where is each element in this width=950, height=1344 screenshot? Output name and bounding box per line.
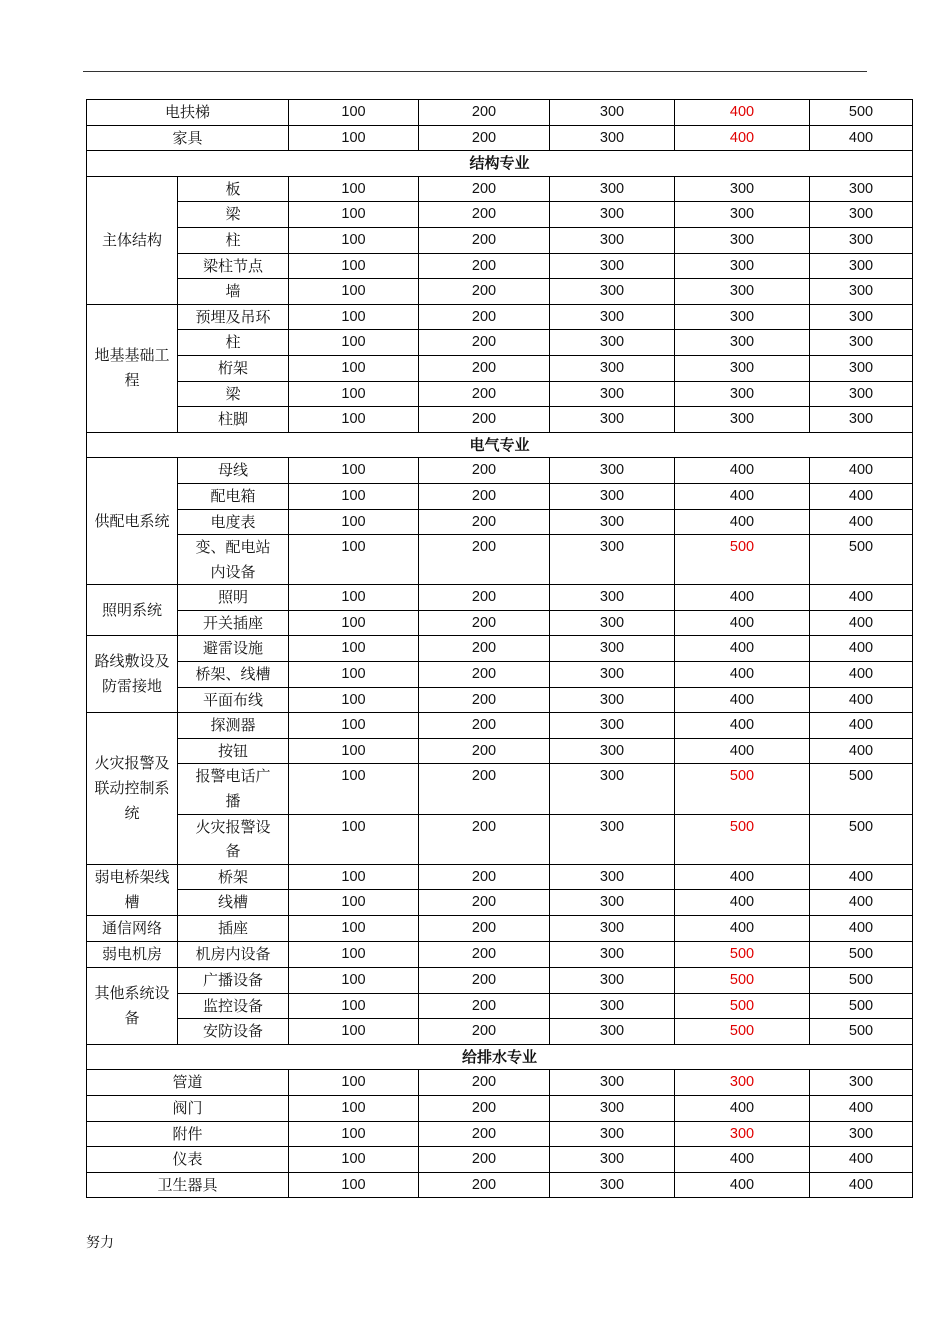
value-cell: 500 xyxy=(675,942,810,968)
value-cell: 200 xyxy=(419,916,550,942)
value-cell: 100 xyxy=(289,916,419,942)
value-cell: 500 xyxy=(675,968,810,994)
value-cell: 400 xyxy=(810,483,913,509)
value-cell: 200 xyxy=(419,662,550,688)
table-row xyxy=(87,1121,913,1147)
value-cell: 200 xyxy=(419,864,550,890)
value-cell: 500 xyxy=(675,535,810,585)
table-row xyxy=(87,458,913,484)
value-cell: 400 xyxy=(675,636,810,662)
value-cell: 300 xyxy=(550,1019,675,1045)
value-cell: 500 xyxy=(675,1019,810,1045)
item-label: 卫生器具 xyxy=(87,1172,289,1198)
value-cell: 300 xyxy=(550,483,675,509)
value-cell: 300 xyxy=(550,100,675,126)
value-cell: 500 xyxy=(810,968,913,994)
value-cell: 200 xyxy=(419,535,550,585)
value-cell: 400 xyxy=(675,890,810,916)
table-row xyxy=(87,202,913,228)
value-cell: 400 xyxy=(810,636,913,662)
value-cell: 200 xyxy=(419,1172,550,1198)
value-cell: 100 xyxy=(289,1070,419,1096)
value-cell: 300 xyxy=(675,202,810,228)
value-cell: 300 xyxy=(550,535,675,585)
value-cell: 500 xyxy=(810,942,913,968)
value-cell: 300 xyxy=(550,814,675,864)
value-cell: 100 xyxy=(289,713,419,739)
value-cell: 400 xyxy=(675,585,810,611)
value-cell: 200 xyxy=(419,1121,550,1147)
value-cell: 200 xyxy=(419,304,550,330)
item-label: 监控设备 xyxy=(178,993,289,1019)
value-cell: 300 xyxy=(675,1121,810,1147)
value-cell: 300 xyxy=(675,381,810,407)
header-rule xyxy=(83,71,867,72)
value-cell: 200 xyxy=(419,279,550,305)
value-cell: 300 xyxy=(675,304,810,330)
table-row xyxy=(87,1070,913,1096)
item-label: 配电箱 xyxy=(178,483,289,509)
value-cell: 400 xyxy=(810,687,913,713)
value-cell: 100 xyxy=(289,662,419,688)
value-cell: 100 xyxy=(289,202,419,228)
value-cell: 200 xyxy=(419,381,550,407)
value-cell: 300 xyxy=(550,916,675,942)
value-cell: 300 xyxy=(550,687,675,713)
table-row xyxy=(87,713,913,739)
group-label: 弱电桥架线槽 xyxy=(87,864,178,915)
item-label: 仪表 xyxy=(87,1147,289,1173)
item-label: 电扶梯 xyxy=(87,100,289,126)
value-cell: 200 xyxy=(419,1095,550,1121)
table-row xyxy=(87,304,913,330)
value-cell: 100 xyxy=(289,253,419,279)
item-label: 板 xyxy=(178,176,289,202)
value-cell: 100 xyxy=(289,100,419,126)
value-cell: 300 xyxy=(675,227,810,253)
value-cell: 200 xyxy=(419,636,550,662)
table-row xyxy=(87,407,913,433)
value-cell: 100 xyxy=(289,227,419,253)
value-cell: 300 xyxy=(810,407,913,433)
item-label: 桁架 xyxy=(178,355,289,381)
value-cell: 200 xyxy=(419,253,550,279)
item-label: 桥架、线槽 xyxy=(178,662,289,688)
table-row xyxy=(87,1095,913,1121)
value-cell: 200 xyxy=(419,1019,550,1045)
table-row xyxy=(87,636,913,662)
value-cell: 400 xyxy=(810,1172,913,1198)
value-cell: 300 xyxy=(810,1070,913,1096)
table-row xyxy=(87,993,913,1019)
item-label: 避雷设施 xyxy=(178,636,289,662)
section-row xyxy=(87,151,913,177)
value-cell: 500 xyxy=(810,1019,913,1045)
value-cell: 200 xyxy=(419,814,550,864)
value-cell: 200 xyxy=(419,1070,550,1096)
value-cell: 100 xyxy=(289,483,419,509)
value-cell: 100 xyxy=(289,687,419,713)
table-row xyxy=(87,381,913,407)
value-cell: 400 xyxy=(810,864,913,890)
group-label: 弱电机房 xyxy=(87,942,178,968)
value-cell: 100 xyxy=(289,125,419,151)
item-label: 火灾报警设备 xyxy=(178,814,289,864)
table-row xyxy=(87,227,913,253)
value-cell: 300 xyxy=(550,1172,675,1198)
table-row xyxy=(87,355,913,381)
value-cell: 200 xyxy=(419,968,550,994)
value-cell: 300 xyxy=(675,355,810,381)
group-label: 供配电系统 xyxy=(87,458,178,585)
value-cell: 100 xyxy=(289,610,419,636)
value-cell: 200 xyxy=(419,509,550,535)
value-cell: 300 xyxy=(810,381,913,407)
value-cell: 100 xyxy=(289,279,419,305)
value-cell: 300 xyxy=(675,176,810,202)
table-row xyxy=(87,330,913,356)
item-label: 线槽 xyxy=(178,890,289,916)
value-cell: 400 xyxy=(675,125,810,151)
value-cell: 100 xyxy=(289,993,419,1019)
value-cell: 300 xyxy=(550,864,675,890)
item-label: 变、配电站内设备 xyxy=(178,535,289,585)
value-cell: 300 xyxy=(550,890,675,916)
item-label: 探测器 xyxy=(178,713,289,739)
value-cell: 200 xyxy=(419,458,550,484)
table-row xyxy=(87,662,913,688)
section-title: 给排水专业 xyxy=(87,1044,913,1070)
item-label: 梁 xyxy=(178,381,289,407)
item-label: 报警电话广播 xyxy=(178,764,289,814)
value-cell: 400 xyxy=(810,125,913,151)
table-row xyxy=(87,916,913,942)
table-row xyxy=(87,864,913,890)
value-cell: 100 xyxy=(289,535,419,585)
value-cell: 400 xyxy=(675,610,810,636)
value-cell: 500 xyxy=(810,535,913,585)
value-cell: 100 xyxy=(289,738,419,764)
value-cell: 100 xyxy=(289,585,419,611)
item-label: 家具 xyxy=(87,125,289,151)
value-cell: 200 xyxy=(419,713,550,739)
value-cell: 300 xyxy=(675,330,810,356)
value-cell: 100 xyxy=(289,942,419,968)
item-label: 预埋及吊环 xyxy=(178,304,289,330)
value-cell: 300 xyxy=(550,1095,675,1121)
value-cell: 200 xyxy=(419,330,550,356)
item-label: 桥架 xyxy=(178,864,289,890)
value-cell: 300 xyxy=(550,942,675,968)
value-cell: 100 xyxy=(289,355,419,381)
item-label: 柱脚 xyxy=(178,407,289,433)
item-label: 机房内设备 xyxy=(178,942,289,968)
value-cell: 200 xyxy=(419,1147,550,1173)
value-cell: 300 xyxy=(550,610,675,636)
value-cell: 400 xyxy=(810,610,913,636)
value-cell: 300 xyxy=(550,253,675,279)
value-cell: 100 xyxy=(289,330,419,356)
value-cell: 400 xyxy=(675,458,810,484)
value-cell: 100 xyxy=(289,407,419,433)
item-label: 管道 xyxy=(87,1070,289,1096)
value-cell: 100 xyxy=(289,176,419,202)
value-cell: 500 xyxy=(810,100,913,126)
table-body xyxy=(87,100,913,1198)
value-cell: 500 xyxy=(810,814,913,864)
item-label: 墙 xyxy=(178,279,289,305)
value-cell: 100 xyxy=(289,814,419,864)
item-label: 开关插座 xyxy=(178,610,289,636)
value-cell: 400 xyxy=(675,100,810,126)
item-label: 阀门 xyxy=(87,1095,289,1121)
value-cell: 300 xyxy=(550,125,675,151)
value-cell: 300 xyxy=(810,279,913,305)
value-cell: 400 xyxy=(810,890,913,916)
table-row xyxy=(87,610,913,636)
item-label: 梁柱节点 xyxy=(178,253,289,279)
value-cell: 400 xyxy=(810,585,913,611)
value-cell: 300 xyxy=(550,636,675,662)
group-label: 火灾报警及联动控制系统 xyxy=(87,713,178,865)
value-cell: 500 xyxy=(675,814,810,864)
value-cell: 500 xyxy=(810,764,913,814)
value-cell: 200 xyxy=(419,610,550,636)
table-row xyxy=(87,100,913,126)
value-cell: 200 xyxy=(419,407,550,433)
value-cell: 300 xyxy=(550,381,675,407)
value-cell: 500 xyxy=(675,993,810,1019)
value-cell: 300 xyxy=(810,202,913,228)
table-row xyxy=(87,253,913,279)
value-cell: 300 xyxy=(550,279,675,305)
value-cell: 300 xyxy=(675,407,810,433)
value-cell: 400 xyxy=(675,713,810,739)
group-label: 主体结构 xyxy=(87,176,178,304)
value-cell: 100 xyxy=(289,1095,419,1121)
value-cell: 400 xyxy=(810,1095,913,1121)
value-cell: 100 xyxy=(289,636,419,662)
value-cell: 400 xyxy=(810,509,913,535)
table-row xyxy=(87,509,913,535)
value-cell: 100 xyxy=(289,968,419,994)
table-row xyxy=(87,125,913,151)
value-cell: 300 xyxy=(550,407,675,433)
value-cell: 400 xyxy=(810,916,913,942)
item-label: 按钮 xyxy=(178,738,289,764)
value-cell: 300 xyxy=(550,509,675,535)
item-label: 安防设备 xyxy=(178,1019,289,1045)
value-cell: 300 xyxy=(550,202,675,228)
value-cell: 100 xyxy=(289,1121,419,1147)
value-cell: 200 xyxy=(419,890,550,916)
item-label: 柱 xyxy=(178,330,289,356)
group-label: 照明系统 xyxy=(87,585,178,636)
table-row xyxy=(87,968,913,994)
table-row xyxy=(87,1147,913,1173)
item-label: 照明 xyxy=(178,585,289,611)
value-cell: 300 xyxy=(550,764,675,814)
item-label: 柱 xyxy=(178,227,289,253)
item-label: 母线 xyxy=(178,458,289,484)
value-cell: 400 xyxy=(675,864,810,890)
value-cell: 200 xyxy=(419,738,550,764)
value-cell: 200 xyxy=(419,202,550,228)
value-cell: 300 xyxy=(550,1147,675,1173)
value-cell: 400 xyxy=(675,1172,810,1198)
value-cell: 300 xyxy=(550,993,675,1019)
table-row xyxy=(87,535,913,585)
value-cell: 400 xyxy=(810,458,913,484)
value-cell: 300 xyxy=(675,1070,810,1096)
table-row xyxy=(87,585,913,611)
value-cell: 300 xyxy=(550,1070,675,1096)
value-cell: 300 xyxy=(810,1121,913,1147)
table-row xyxy=(87,738,913,764)
table-row xyxy=(87,483,913,509)
value-cell: 200 xyxy=(419,227,550,253)
value-cell: 100 xyxy=(289,509,419,535)
value-cell: 300 xyxy=(550,713,675,739)
value-cell: 300 xyxy=(810,304,913,330)
value-cell: 300 xyxy=(550,304,675,330)
item-label: 附件 xyxy=(87,1121,289,1147)
value-cell: 200 xyxy=(419,993,550,1019)
table-row xyxy=(87,890,913,916)
value-cell: 300 xyxy=(810,176,913,202)
value-cell: 100 xyxy=(289,1147,419,1173)
section-row xyxy=(87,1044,913,1070)
value-cell: 400 xyxy=(810,713,913,739)
value-cell: 100 xyxy=(289,381,419,407)
value-cell: 500 xyxy=(675,764,810,814)
section-title: 结构专业 xyxy=(87,151,913,177)
value-cell: 100 xyxy=(289,1172,419,1198)
item-label: 电度表 xyxy=(178,509,289,535)
value-cell: 400 xyxy=(810,1147,913,1173)
value-cell: 100 xyxy=(289,458,419,484)
value-cell: 300 xyxy=(550,355,675,381)
value-cell: 300 xyxy=(550,662,675,688)
value-cell: 300 xyxy=(675,253,810,279)
value-cell: 400 xyxy=(675,916,810,942)
table-row xyxy=(87,764,913,814)
value-cell: 300 xyxy=(550,968,675,994)
group-label: 地基基础工程 xyxy=(87,304,178,432)
table-row xyxy=(87,687,913,713)
value-cell: 300 xyxy=(810,355,913,381)
section-row xyxy=(87,432,913,458)
value-cell: 300 xyxy=(810,253,913,279)
value-cell: 100 xyxy=(289,304,419,330)
group-label: 路线敷设及防雷接地 xyxy=(87,636,178,713)
value-cell: 100 xyxy=(289,1019,419,1045)
value-cell: 200 xyxy=(419,100,550,126)
group-label: 其他系统设备 xyxy=(87,968,178,1045)
value-cell: 300 xyxy=(810,227,913,253)
value-cell: 200 xyxy=(419,764,550,814)
table-row xyxy=(87,1019,913,1045)
value-cell: 300 xyxy=(810,330,913,356)
table-row xyxy=(87,176,913,202)
value-cell: 400 xyxy=(810,662,913,688)
value-cell: 400 xyxy=(675,687,810,713)
value-cell: 500 xyxy=(810,993,913,1019)
item-label: 梁 xyxy=(178,202,289,228)
value-cell: 200 xyxy=(419,585,550,611)
value-cell: 200 xyxy=(419,176,550,202)
table-row xyxy=(87,942,913,968)
section-title: 电气专业 xyxy=(87,432,913,458)
value-cell: 100 xyxy=(289,890,419,916)
value-cell: 300 xyxy=(550,585,675,611)
value-cell: 300 xyxy=(550,176,675,202)
value-cell: 200 xyxy=(419,483,550,509)
table-row xyxy=(87,279,913,305)
value-cell: 400 xyxy=(675,509,810,535)
value-cell: 200 xyxy=(419,942,550,968)
value-cell: 100 xyxy=(289,764,419,814)
value-cell: 100 xyxy=(289,864,419,890)
table-row xyxy=(87,814,913,864)
value-cell: 300 xyxy=(550,738,675,764)
value-cell: 300 xyxy=(550,1121,675,1147)
item-label: 插座 xyxy=(178,916,289,942)
value-cell: 400 xyxy=(675,1095,810,1121)
value-cell: 400 xyxy=(675,738,810,764)
value-cell: 200 xyxy=(419,125,550,151)
value-cell: 300 xyxy=(550,227,675,253)
value-cell: 200 xyxy=(419,355,550,381)
value-cell: 200 xyxy=(419,687,550,713)
tolerance-table xyxy=(86,99,913,1198)
item-label: 广播设备 xyxy=(178,968,289,994)
item-label: 平面布线 xyxy=(178,687,289,713)
value-cell: 300 xyxy=(550,458,675,484)
value-cell: 300 xyxy=(550,330,675,356)
value-cell: 400 xyxy=(675,662,810,688)
value-cell: 400 xyxy=(675,1147,810,1173)
value-cell: 300 xyxy=(675,279,810,305)
group-label: 通信网络 xyxy=(87,916,178,942)
footer-text: 努力 xyxy=(86,1235,114,1251)
value-cell: 400 xyxy=(810,738,913,764)
value-cell: 400 xyxy=(675,483,810,509)
table-row xyxy=(87,1172,913,1198)
